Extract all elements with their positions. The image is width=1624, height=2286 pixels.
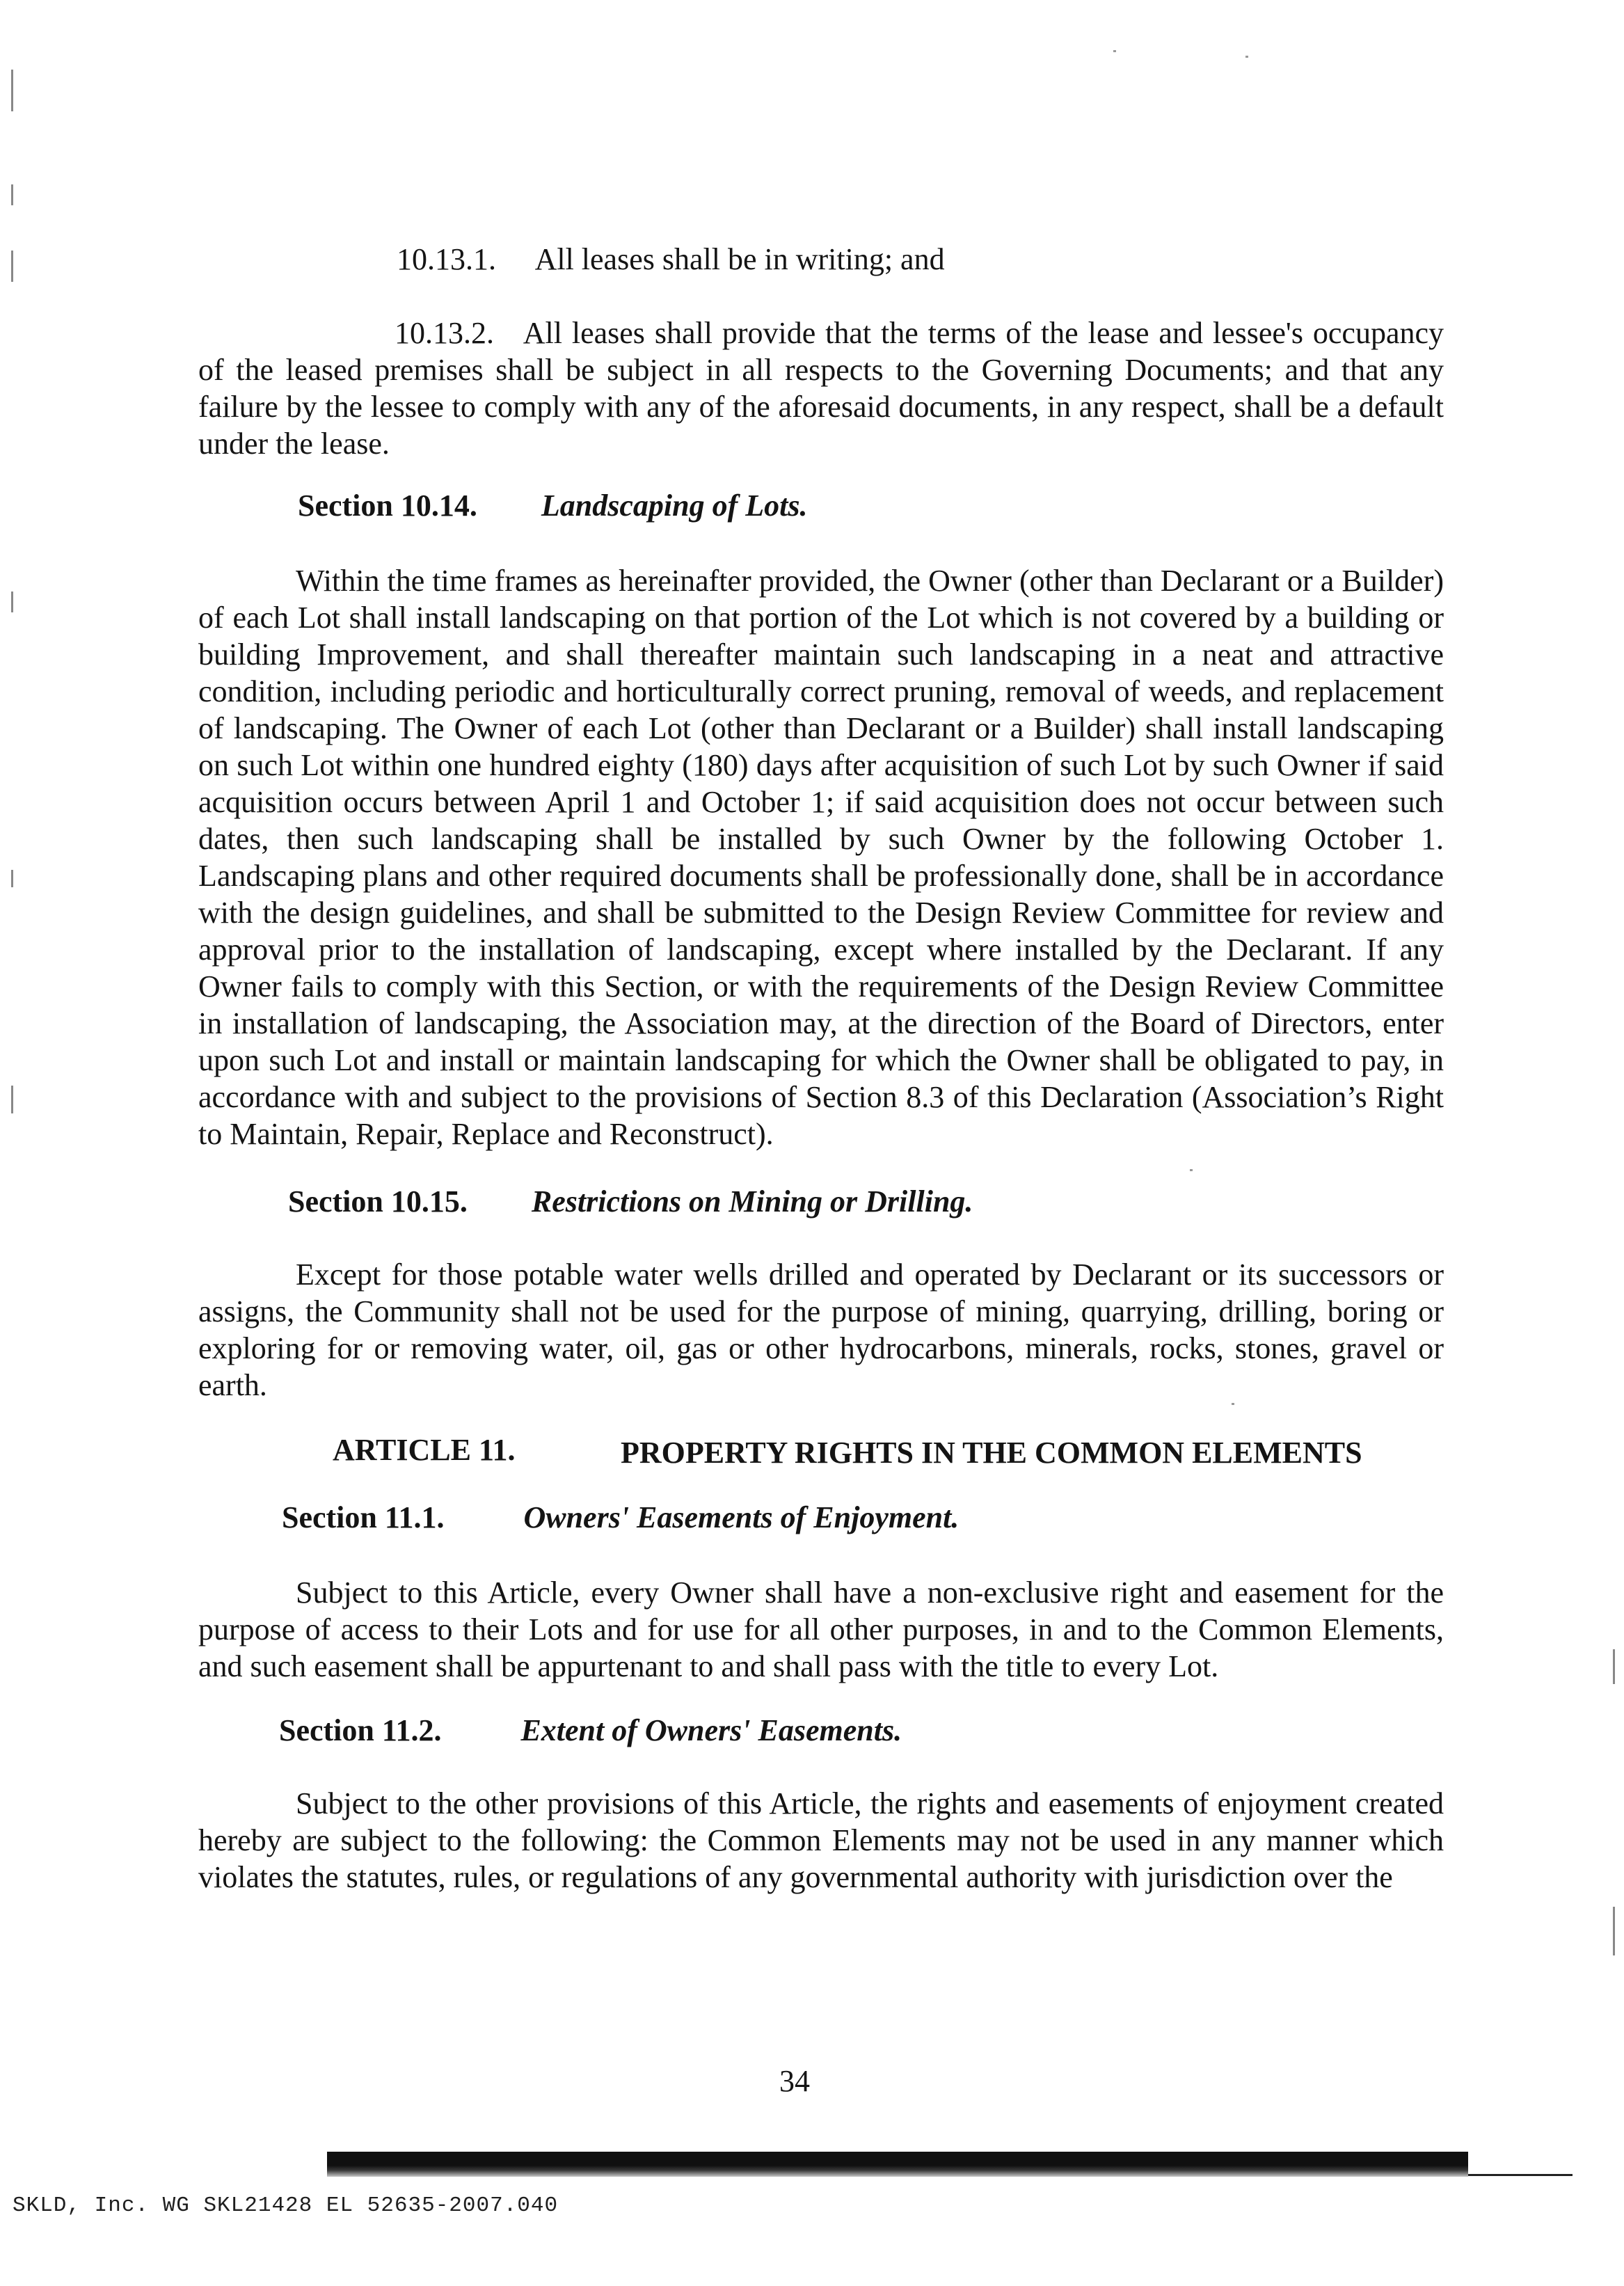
clause-10-13-1: [397, 241, 945, 278]
scan-speck: [1232, 1403, 1234, 1405]
section-title: Extent of Owners' Easements.: [520, 1713, 902, 1747]
section-title: Landscaping of Lots.: [541, 489, 808, 523]
scan-speck: [1190, 1169, 1193, 1171]
scan-mark: [11, 70, 13, 111]
section-number: Section 10.15.: [288, 1184, 468, 1219]
section-heading-10-14: [298, 487, 807, 524]
clause-text: All leases shall be in writing; and: [534, 242, 945, 276]
section-body-11-2: Subject to the other provisions of this Article, the rights and easements of enjoyment created hereby are subject to the following: the Common Elements may not be used in any manner which violates the statutes, rules, or regulations of any governmental authority with jurisdiction over the: [198, 1786, 1444, 1894]
article-number: ARTICLE 11.: [333, 1433, 516, 1467]
scan-mark: [11, 184, 13, 205]
section-body-11-1: Subject to this Article, every Owner shall have a non-exclusive right and easement for the purpose of access to their Lots and for use for all other purposes, in and to the Common Elements, and such easement shall be appurtenant to and shall pass with the title to every Lot.: [198, 1575, 1444, 1683]
section-body-10-14: Within the time frames as hereinafter provided, the Owner (other than Declarant or a Builder) of each Lot shall install landscaping on that portion of the Lot which is not covered by a building or building Improvement, and shall thereafter maintain such landscaping in a neat and attractive condition, including periodic and horticulturally correct pruning, removal of weeds, and replacement of landscaping. The Owner of each Lot (other than Declarant or a Builder) shall install landscaping on such Lot within one hundred eighty (180) days after acquisition of such Lot by such Owner if said acquisition occurs between April 1 and October 1; if said acquisition does not occur between such dates, then such landscaping shall be installed by such Owner by the following October 1. Landscaping plans and other required documents shall be professionally done, shall be in accordance with the design guidelines, and shall be submitted to the Design Review Committee for review and approval prior to the installation of landscaping, except where installed by the Declarant. If any Owner fails to comply with this Section, or with the requirements of the Design Review Committee in installation of landscaping, the Association may, at the direction of the Board of Directors, enter upon such Lot and install or maintain landscaping for which the Owner shall be obligated to pay, in accordance with and subject to the provisions of Section 8.3 of this Declaration (Association’s Right to Maintain, Repair, Replace and Reconstruct).: [198, 564, 1444, 1151]
section-heading-11-1: [282, 1499, 959, 1536]
scan-speck: [1245, 56, 1248, 58]
section-title: Restrictions on Mining or Drilling.: [531, 1184, 973, 1219]
footer-rule: [1468, 2174, 1573, 2176]
scan-mark: [11, 1086, 13, 1113]
scan-mark: [1613, 1907, 1615, 1955]
scan-mark: [11, 870, 13, 887]
section-body-10-15: Except for those potable water wells drilled and operated by Declarant or its successors or assigns, the Community shall not be used for the purpose of mining, quarrying, drilling, boring or exploring for or removing water, oil, gas or other hydrocarbons, minerals, rocks, stones, gravel or earth.: [198, 1257, 1444, 1402]
section-heading-11-2: [279, 1712, 902, 1749]
scan-mark: [11, 592, 13, 612]
section-title: Owners' Easements of Enjoyment.: [523, 1500, 960, 1534]
scan-speck: [1113, 50, 1116, 52]
scan-mark: [11, 251, 13, 282]
clause-text: All leases shall provide that the terms of the lease and lessee's occupancy of the leased premises shall be subject in all respects to the Governing Documents; and that any failure by the lessee to comply with any of the aforesaid documents, in any respect, shall be a default under the lease.: [198, 316, 1444, 461]
section-number: Section 11.1.: [282, 1500, 445, 1534]
footer-scan-bar: [327, 2152, 1468, 2177]
section-number: Section 11.2.: [279, 1713, 442, 1747]
section-number: Section 10.14.: [298, 489, 477, 523]
footer-document-id: SKLD, Inc. WG SKL21428 EL 52635-2007.040: [13, 2193, 559, 2218]
page-number: 34: [779, 2064, 810, 2098]
clause-number: 10.13.1.: [397, 242, 496, 276]
section-heading-10-15: [288, 1183, 973, 1220]
clause-number: 10.13.2.: [395, 316, 494, 350]
clause-10-13-2: [198, 315, 1444, 462]
article-title: PROPERTY RIGHTS IN THE COMMON ELEMENTS: [621, 1436, 1362, 1470]
scan-mark: [1613, 1649, 1615, 1684]
